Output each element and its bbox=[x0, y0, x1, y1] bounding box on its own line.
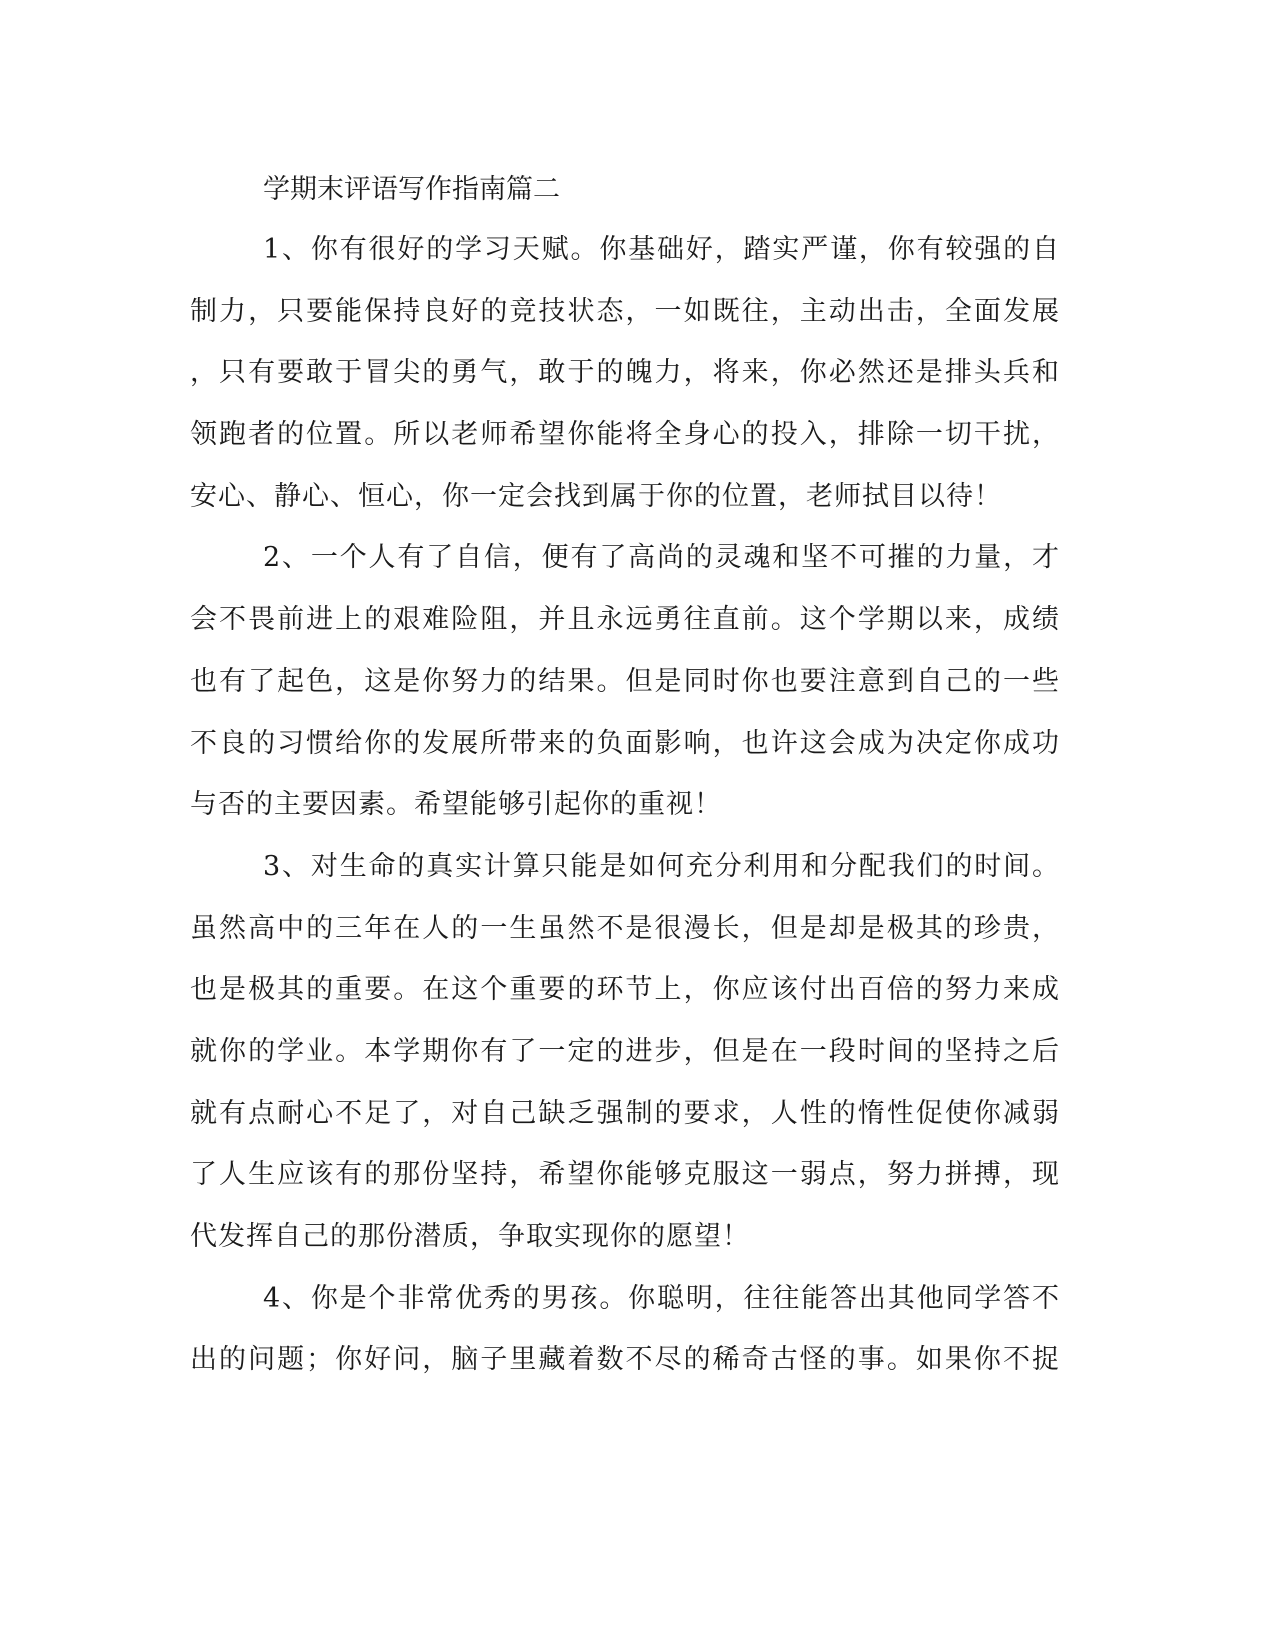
text-line: 与否的主要因素。希望能够引起你的重视！ bbox=[190, 789, 722, 821]
text-line: 会不畏前进上的艰难险阻，并且永远勇往直前。这个学期以来，成绩 bbox=[190, 604, 1060, 636]
text-line: 也是极其的重要。在这个重要的环节上，你应该付出百倍的努力来成 bbox=[190, 974, 1060, 1006]
text-line: 就有点耐心不足了，对自己缺乏强制的要求，人性的惰性促使你减弱 bbox=[190, 1097, 1060, 1129]
text-line: ，只有要敢于冒尖的勇气，敢于的魄力，将来，你必然还是排头兵和 bbox=[190, 357, 1060, 389]
text-line: 出的问题；你好问，脑子里藏着数不尽的稀奇古怪的事。如果你不捉 bbox=[190, 1344, 1060, 1376]
document-title: 学期末评语写作指南篇二 bbox=[263, 174, 560, 205]
paragraph-4 bbox=[190, 1275, 1060, 1398]
text-line: 1、你有很好的学习天赋。你基础好，踏实严谨，你有较强的自 bbox=[263, 234, 1060, 265]
text-line: 3、对生命的真实计算只能是如何充分利用和分配我们的时间。 bbox=[263, 850, 1060, 882]
text-line: 也有了起色，这是你努力的结果。但是同时你也要注意到自己的一些 bbox=[190, 665, 1060, 697]
paragraph-1 bbox=[190, 226, 1060, 534]
text-line: 安心、静心、恒心，你一定会找到属于你的位置，老师拭目以待！ bbox=[190, 480, 1002, 512]
document-body bbox=[190, 226, 1060, 1398]
paragraph-3 bbox=[190, 843, 1060, 1275]
text-line: 领跑者的位置。所以老师希望你能将全身心的投入，排除一切干扰， bbox=[190, 419, 1060, 451]
paragraph-2 bbox=[190, 534, 1060, 842]
text-line: 代发挥自己的那份潜质，争取实现你的愿望！ bbox=[190, 1221, 750, 1252]
text-line: 4、你是个非常优秀的男孩。你聪明，往往能答出其他同学答不 bbox=[263, 1282, 1060, 1314]
text-line: 了人生应该有的那份坚持，希望你能够克服这一弱点，努力拼搏，现 bbox=[190, 1159, 1060, 1191]
text-line: 虽然高中的三年在人的一生虽然不是很漫长，但是却是极其的珍贵， bbox=[190, 912, 1060, 944]
text-line: 制力，只要能保持良好的竞技状态，一如既往，主动出击，全面发展 bbox=[190, 295, 1060, 327]
text-line: 不良的习惯给你的发展所带来的负面影响，也许这会成为决定你成功 bbox=[190, 727, 1060, 759]
text-line: 2、一个人有了自信，便有了高尚的灵魂和坚不可摧的力量，才 bbox=[263, 542, 1060, 574]
text-line: 就你的学业。本学期你有了一定的进步，但是在一段时间的坚持之后 bbox=[190, 1035, 1060, 1067]
